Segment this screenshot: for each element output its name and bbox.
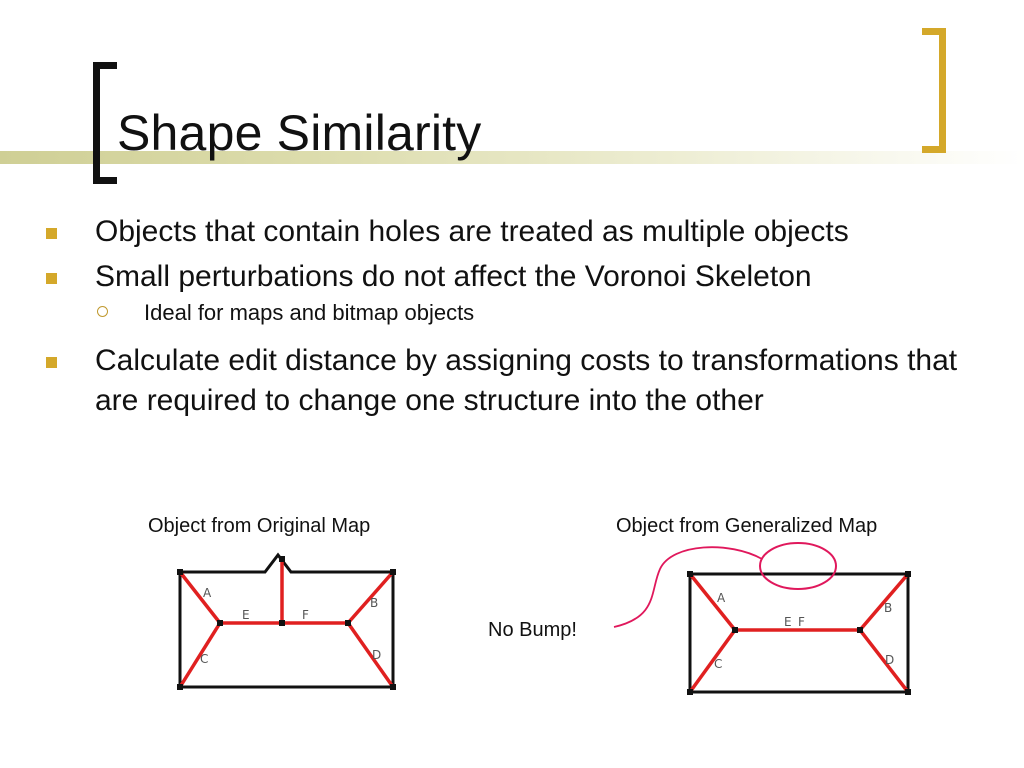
node-label: B [370,596,379,610]
node-label: A [717,591,726,605]
bullet-text: Calculate edit distance by assigning costs to transformations that are required to change one structure into the other [95,344,958,417]
node-label: A [203,586,212,600]
bullet-text: Small perturbations do not affect the Voronoi Skeleton [95,260,812,293]
node-label: F [798,615,805,629]
original-map-figure [165,545,405,705]
ring-bullet-icon [97,306,108,317]
no-bump-callout-label: No Bump! [488,619,577,641]
bullet-list [42,212,992,426]
sub-bullet-item [42,298,992,328]
node-label: D [372,648,382,662]
original-outline [180,555,393,687]
callout-connector-line [614,547,762,627]
bullet-item [42,212,992,252]
node-label: D [885,653,895,667]
node-label: B [884,601,893,615]
bullet-text: Objects that contain holes are treated as multiple objects [95,215,849,248]
generalized-map-caption: Object from Generalized Map [616,515,878,537]
bullet-item [42,341,992,421]
original-map-caption: Object from Original Map [148,515,371,537]
bullet-item [42,257,992,297]
node-label: E [784,615,792,629]
square-bullet-icon [46,228,57,239]
square-bullet-icon [46,273,57,284]
sub-bullet-text: Ideal for maps and bitmap objects [144,300,475,325]
callout-ellipse [760,543,836,589]
node-label: F [302,608,309,622]
node-label: C [200,652,209,666]
right-bracket-decoration [922,28,946,153]
original-skeleton [180,559,393,687]
no-bump-callout [600,525,850,635]
node-label: E [242,608,250,622]
slide-title: Shape Similarity [117,105,482,161]
node-label: C [714,657,723,671]
square-bullet-icon [46,357,57,368]
left-bracket-decoration [93,62,117,184]
